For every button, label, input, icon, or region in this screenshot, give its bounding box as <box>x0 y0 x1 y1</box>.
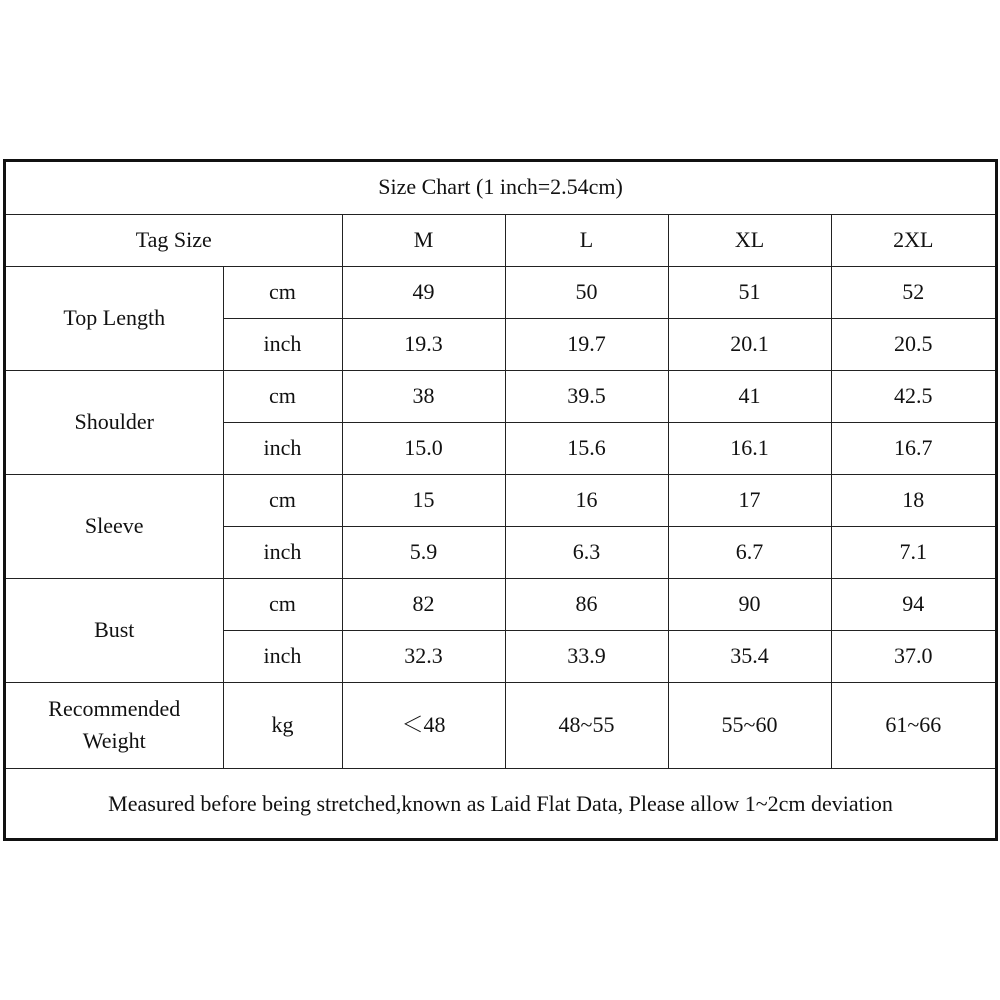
value-cell: 17 <box>668 474 831 526</box>
tag-size-label: Tag Size <box>6 214 342 266</box>
value-cell: 51 <box>668 266 831 318</box>
chart-title: Size Chart (1 inch=2.54cm) <box>6 162 995 214</box>
unit-cell: cm <box>223 578 342 630</box>
value-cell: 19.7 <box>505 318 668 370</box>
measurement-label-recommended-weight <box>6 682 223 768</box>
value-cell: 6.3 <box>505 526 668 578</box>
header-row <box>6 214 995 266</box>
value-cell: 18 <box>831 474 995 526</box>
title-row <box>6 162 995 214</box>
size-header-xl: XL <box>668 214 831 266</box>
value-cell: 15.0 <box>342 422 505 474</box>
value-cell: 49 <box>342 266 505 318</box>
table-row <box>6 578 995 630</box>
value-cell: 33.9 <box>505 630 668 682</box>
value-cell: 7.1 <box>831 526 995 578</box>
value-cell: 16 <box>505 474 668 526</box>
value-cell: 55~60 <box>668 682 831 768</box>
unit-cell: inch <box>223 318 342 370</box>
value-cell: 15 <box>342 474 505 526</box>
size-header-m: M <box>342 214 505 266</box>
size-chart-table <box>6 162 995 840</box>
value-cell: 48~55 <box>505 682 668 768</box>
value-cell: 50 <box>505 266 668 318</box>
size-chart <box>3 159 998 841</box>
value-cell: 82 <box>342 578 505 630</box>
measurement-note: Measured before being stretched,known as Laid Flat Data, Please allow 1~2cm deviation <box>6 768 995 840</box>
size-header-2xl: 2XL <box>831 214 995 266</box>
measurement-label-shoulder: Shoulder <box>6 370 223 474</box>
value-cell: 5.9 <box>342 526 505 578</box>
value-cell: ＜48 <box>342 682 505 768</box>
table-row <box>6 370 995 422</box>
value-cell: 32.3 <box>342 630 505 682</box>
unit-cell: cm <box>223 266 342 318</box>
value-cell: 94 <box>831 578 995 630</box>
unit-cell: inch <box>223 526 342 578</box>
value-cell: 20.5 <box>831 318 995 370</box>
value-cell: 15.6 <box>505 422 668 474</box>
value-cell: 52 <box>831 266 995 318</box>
unit-cell: inch <box>223 422 342 474</box>
value-cell: 42.5 <box>831 370 995 422</box>
table-row <box>6 266 995 318</box>
note-row <box>6 768 995 840</box>
value-cell: 16.1 <box>668 422 831 474</box>
value-cell: 86 <box>505 578 668 630</box>
measurement-label-top-length: Top Length <box>6 266 223 370</box>
value-cell: 6.7 <box>668 526 831 578</box>
unit-cell: inch <box>223 630 342 682</box>
unit-cell: cm <box>223 370 342 422</box>
value-cell: 38 <box>342 370 505 422</box>
value-cell: 37.0 <box>831 630 995 682</box>
size-header-l: L <box>505 214 668 266</box>
value-cell: 35.4 <box>668 630 831 682</box>
measurement-label-sleeve: Sleeve <box>6 474 223 578</box>
value-cell: 16.7 <box>831 422 995 474</box>
measurement-label-bust: Bust <box>6 578 223 682</box>
weight-row <box>6 682 995 768</box>
value-cell: 20.1 <box>668 318 831 370</box>
value-cell: 90 <box>668 578 831 630</box>
value-cell: 61~66 <box>831 682 995 768</box>
unit-cell: cm <box>223 474 342 526</box>
recommended-weight-label: Recommended Weight <box>48 696 181 753</box>
table-row <box>6 474 995 526</box>
value-cell: 41 <box>668 370 831 422</box>
unit-cell: kg <box>223 682 342 768</box>
value-cell: 19.3 <box>342 318 505 370</box>
value-cell: 39.5 <box>505 370 668 422</box>
